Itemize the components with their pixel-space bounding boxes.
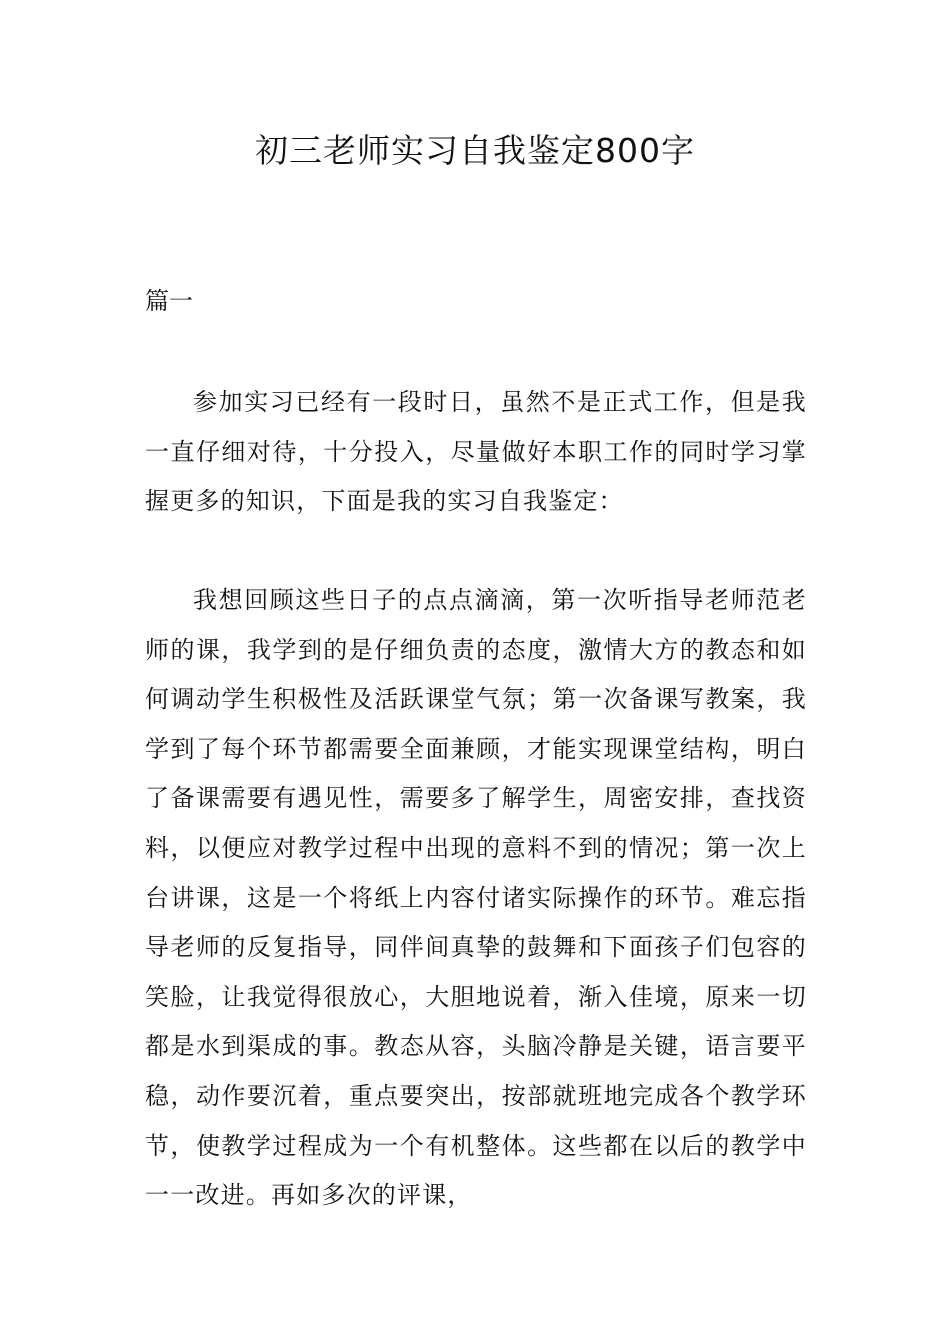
section-label: 篇一 <box>145 287 193 315</box>
paragraph-intro: 参加实习已经有一段时日，虽然不是正式工作，但是我一直仔细对待，十分投入，尽量做好本职工作的同时学习掌握更多的知识，下面是我的实习自我鉴定： <box>145 388 807 516</box>
document-title: 初三老师实习自我鉴定800字 <box>255 131 695 170</box>
paragraph-reflection: 我想回顾这些日子的点点滴滴，第一次听指导老师范老师的课，我学到的是仔细负责的态度，激情大方的教态和如何调动学生积极性及活跃课堂气氛；第一次备课写教案，我学到了每个环节都需要全面兼顾，才能实现课堂结构，明白了备课需要有遇见性，需要多了解学生，周密安排，查找资料，以便应对教学过程中出现的意料不到的情况；第一次上台讲课，这是一个将纸上内容付诸实际操作的环节。难忘指导老师的反复指导，同伴间真挚的鼓舞和下面孩子们包容的笑脸，让我觉得很放心，大胆地说着，渐入佳境，原来一切都是水到渠成的事。教态从容，头脑冷静是关键，语言要平稳，动作要沉着，重点要突出，按部就班地完成各个教学环节，使教学过程成为一个有机整体。这些都在以后的教学中一一改进。再如多次的评课， <box>145 586 807 1210</box>
